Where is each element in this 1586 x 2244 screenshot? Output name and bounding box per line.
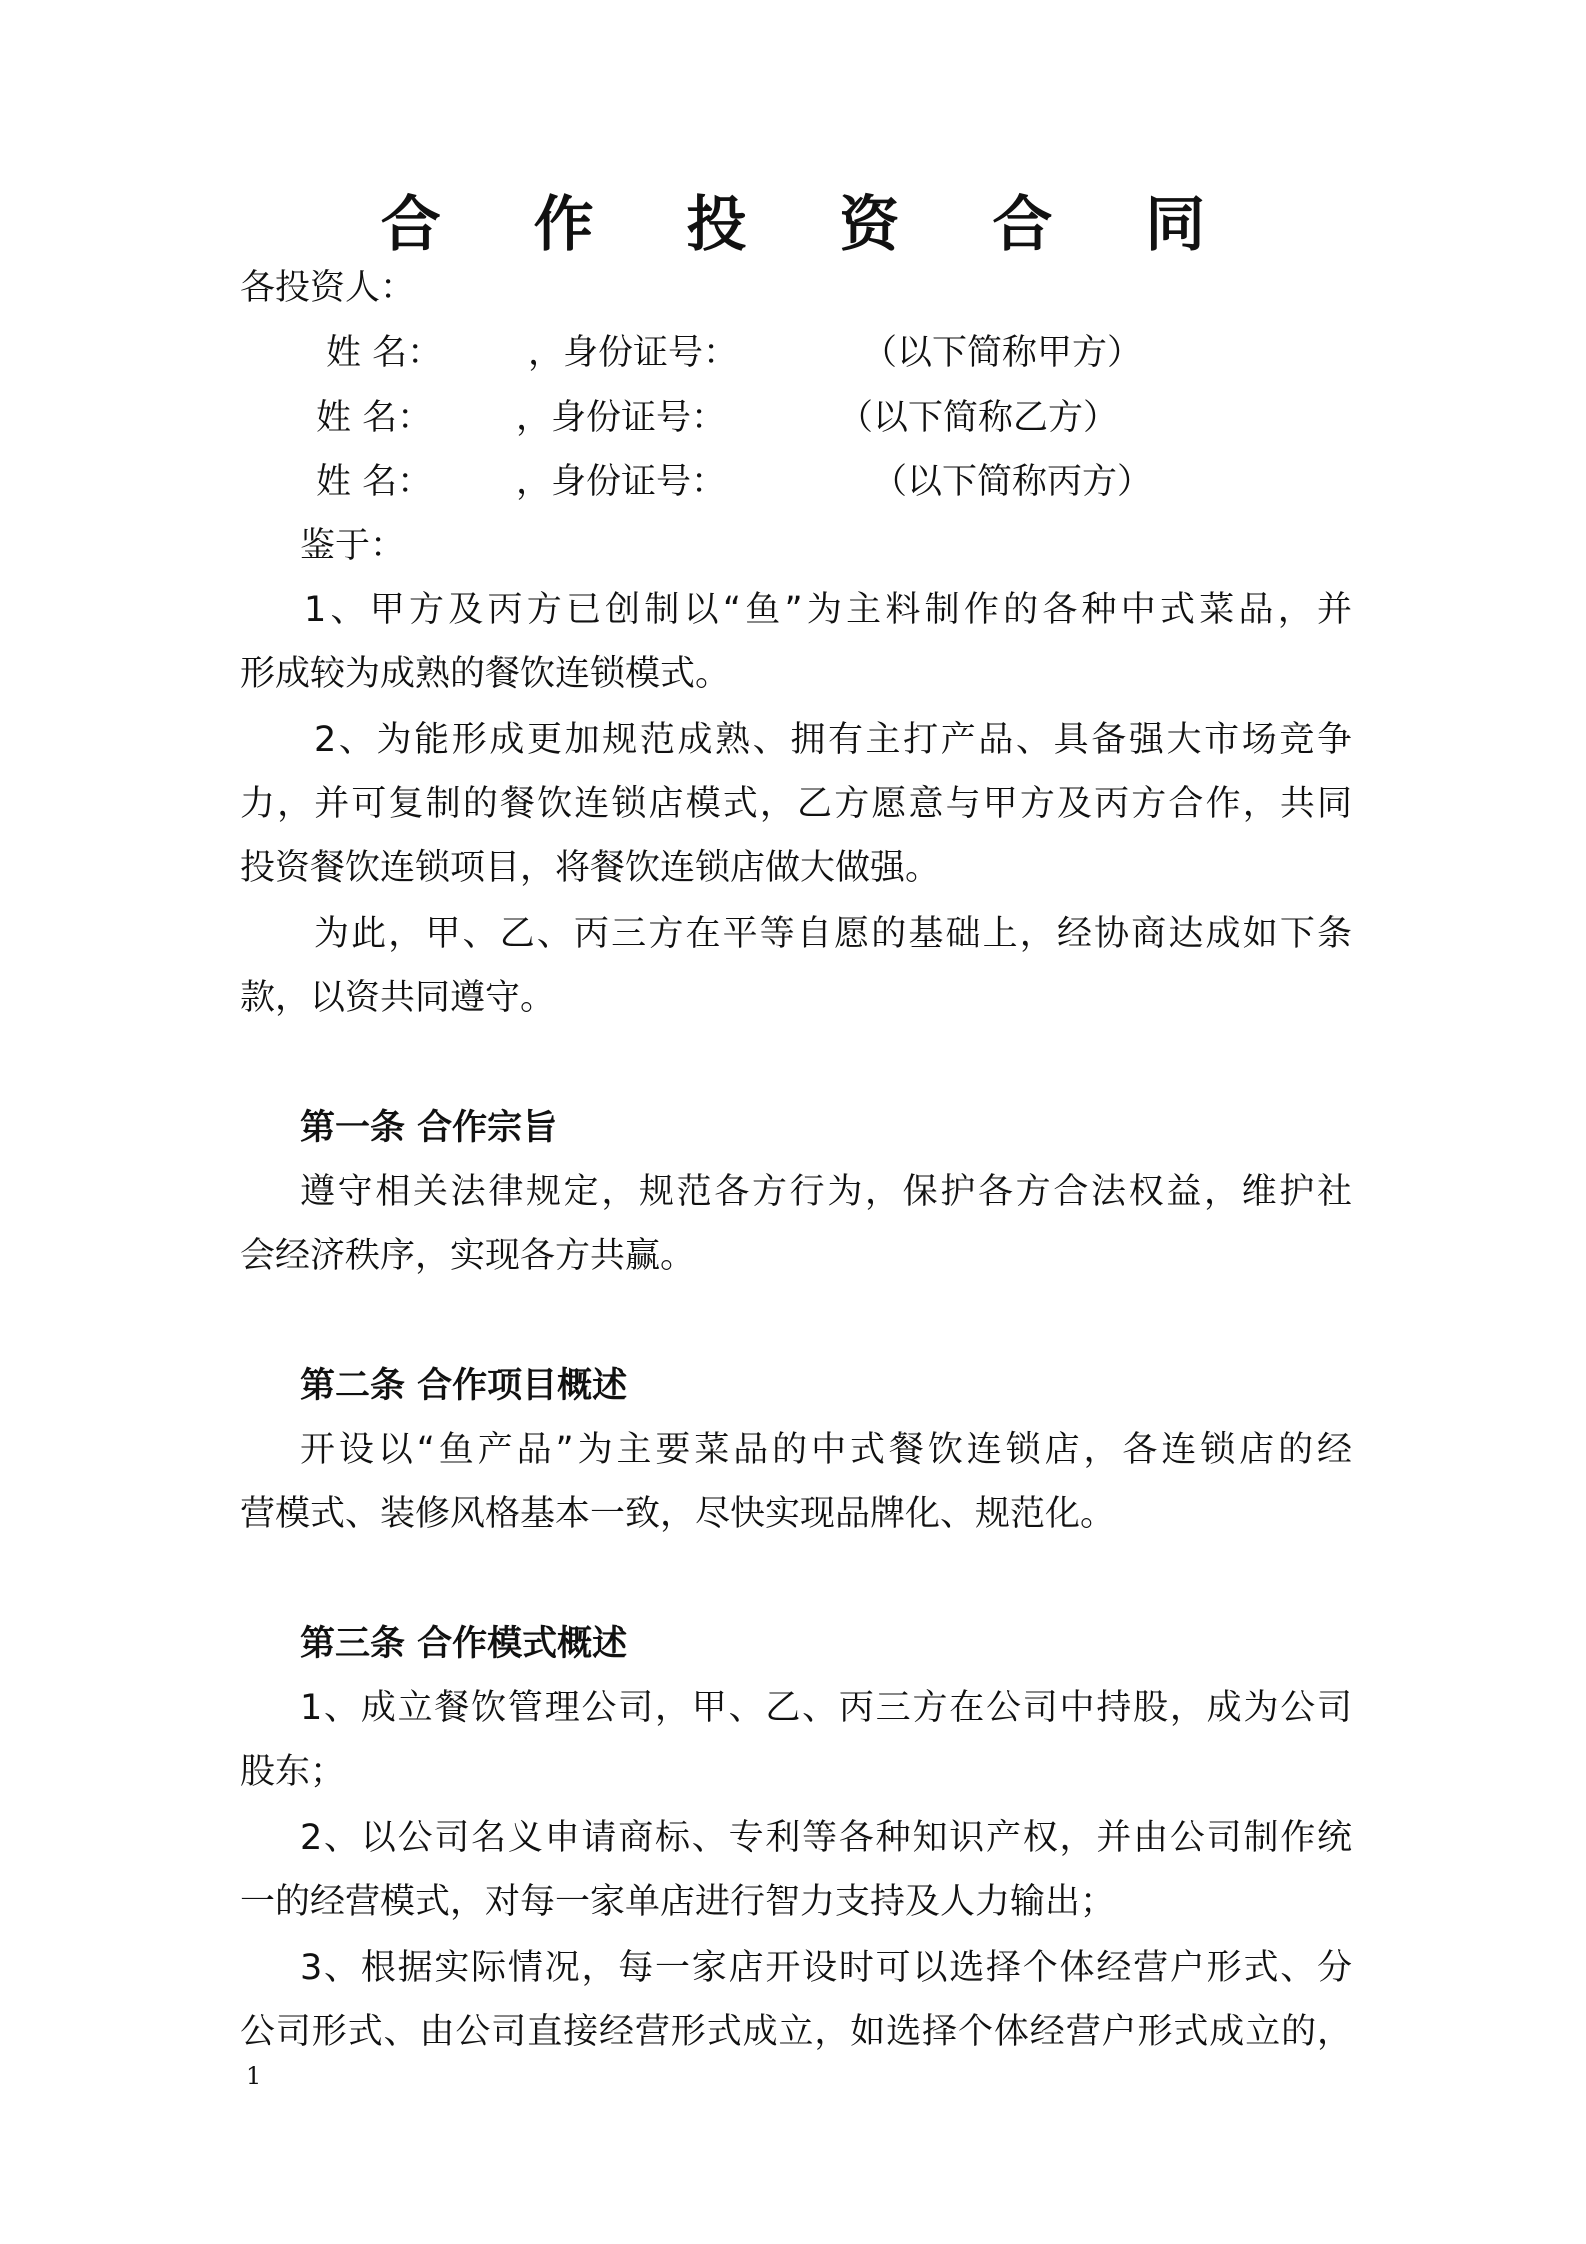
recital-3-line-2: 款，以资共同遵守。 <box>240 978 556 1018</box>
investors-label: 各投资人： <box>240 268 416 308</box>
recital-1-line-1: 1、甲方及丙方已创制以“鱼”为主料制作的各种中式菜品，并 <box>304 590 1352 630</box>
party-b-alias: （以下简称乙方） <box>838 398 1119 438</box>
party-a-name-label: 姓 名： <box>326 333 443 373</box>
party-a-alias: （以下简称甲方） <box>862 333 1143 373</box>
party-a-id-label: ，身份证号： <box>528 333 739 373</box>
whereas-label: 鉴于： <box>300 526 406 566</box>
party-c-alias: （以下简称丙方） <box>872 462 1153 502</box>
page-number: 1 <box>246 2062 262 2090</box>
article-3-heading: 第三条 合作模式概述 <box>300 1624 628 1664</box>
party-c-name-label: 姓 名： <box>316 462 433 502</box>
party-b-name-label: 姓 名： <box>316 398 433 438</box>
article-1-heading: 第一条 合作宗旨 <box>300 1108 558 1148</box>
article-1-line-1: 遵守相关法律规定，规范各方行为，保护各方合法权益，维护社 <box>300 1172 1352 1212</box>
article-2-line-2: 营模式、装修风格基本一致，尽快实现品牌化、规范化。 <box>240 1494 1116 1534</box>
recital-2-line-1: 2、为能形成更加规范成熟、拥有主打产品、具备强大市场竞争 <box>314 720 1352 760</box>
party-c-id-label: ，身份证号： <box>516 462 727 502</box>
article-3-item-2-line-1: 2、以公司名义申请商标、专利等各种知识产权，并由公司制作统 <box>300 1818 1352 1858</box>
article-3-item-3-line-1: 3、根据实际情况，每一家店开设时可以选择个体经营户形式、分 <box>300 1948 1352 1988</box>
article-3-item-2-line-2: 一的经营模式，对每一家单店进行智力支持及人力输出； <box>240 1882 1116 1922</box>
party-b-id-label: ，身份证号： <box>516 398 727 438</box>
contract-title: 合 作 投 资 合 同 <box>380 190 1242 260</box>
article-3-item-1-line-1: 1、成立餐饮管理公司，甲、乙、丙三方在公司中持股，成为公司 <box>300 1688 1352 1728</box>
recital-1-line-2: 形成较为成熟的餐饮连锁模式。 <box>240 654 731 694</box>
article-1-line-2: 会经济秩序，实现各方共赢。 <box>240 1236 696 1276</box>
recital-2-line-2: 力，并可复制的餐饮连锁店模式，乙方愿意与甲方及丙方合作，共同 <box>240 784 1352 824</box>
article-3-item-1-line-2: 股东； <box>240 1752 346 1792</box>
recital-2-line-3: 投资餐饮连锁项目，将餐饮连锁店做大做强。 <box>240 848 941 888</box>
article-2-line-1: 开设以“鱼产品”为主要菜品的中式餐饮连锁店，各连锁店的经 <box>300 1430 1352 1470</box>
recital-3-line-1: 为此，甲、乙、丙三方在平等自愿的基础上，经协商达成如下条 <box>314 914 1352 954</box>
article-2-heading: 第二条 合作项目概述 <box>300 1366 628 1406</box>
article-3-item-3-line-2: 公司形式、由公司直接经营形式成立，如选择个体经营户形式成立的， <box>240 2012 1352 2052</box>
